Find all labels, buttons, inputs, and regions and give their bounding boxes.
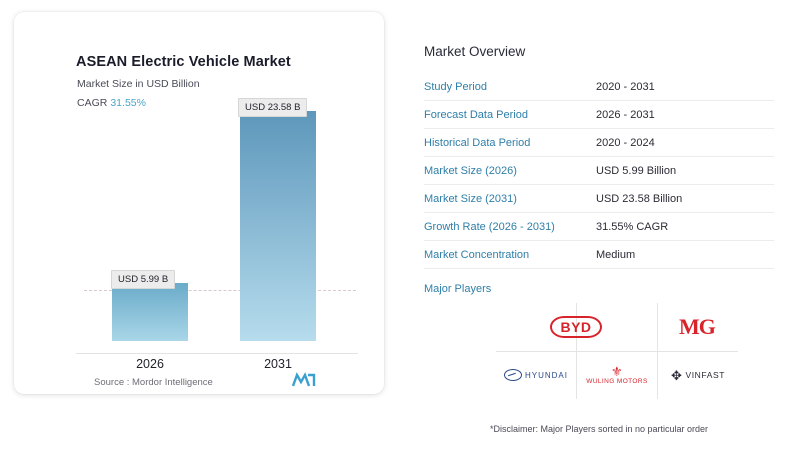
wuling-logo-icon: ⚜ WULING MOTORS [586,363,648,385]
major-players-grid [496,303,738,399]
chart-subtitle: Market Size in USD Billion [77,78,200,90]
row-label: Study Period [424,80,487,93]
row-value: USD 23.58 Billion [596,192,683,205]
players-disclaimer: *Disclaimer: Major Players sorted in no particular order [489,424,709,434]
row-value: USD 5.99 Billion [596,164,677,177]
chart-title: ASEAN Electric Vehicle Market [76,54,291,70]
row-label: Market Size (2031) [424,192,517,205]
hyundai-label: HYUNDAI [524,370,568,380]
x-tick-2031: 2031 [264,357,292,371]
player-mg [657,303,737,351]
bar-2031 [240,111,316,341]
player-vinfast [658,351,738,399]
cagr-label: CAGR [77,97,108,109]
bar-label-2031: USD 23.58 B [238,98,307,117]
row-label: Market Size (2026) [424,164,517,177]
mordor-logo-icon [292,372,316,388]
overview-row-study-period [424,73,774,101]
overview-row-growth-rate [424,213,774,241]
vinfast-label: VINFAST [685,370,726,380]
overview-row-forecast-data-period [424,101,774,129]
bar-2026 [112,283,188,341]
row-label: Growth Rate (2026 - 2031) [424,220,555,233]
cagr-value: 31.55% [110,97,146,109]
player-byd [536,303,616,351]
vinfast-logo-icon: ✥ VINFAST [670,367,726,383]
bar-label-2026: USD 5.99 B [111,270,175,289]
row-value: 2020 - 2024 [596,136,655,149]
overview-row-market-size-2026 [424,157,774,185]
chart-source: Source : Mordor Intelligence [94,377,213,388]
major-players-label: Major Players [424,283,492,295]
row-label: Historical Data Period [424,136,531,149]
byd-logo-icon: BYD [550,316,601,338]
overview-title: Market Overview [424,44,526,59]
overview-row-historical-data-period [424,129,774,157]
hyundai-logo-icon [504,369,568,381]
row-label: Forecast Data Period [424,108,528,121]
mg-logo-icon: MG [679,314,715,339]
wuling-label: WULING MOTORS [586,377,648,385]
chart-card [14,12,384,394]
row-label: Market Concentration [424,248,530,261]
row-value: 2026 - 2031 [596,108,655,121]
row-value: Medium [596,248,636,261]
x-tick-2026: 2026 [136,357,164,371]
row-value: 2020 - 2031 [596,80,655,93]
player-wuling [577,351,657,399]
overview-row-market-size-2031 [424,185,774,213]
row-value: 31.55% CAGR [596,220,669,233]
overview-row-market-concentration [424,241,774,269]
player-hyundai [496,351,576,399]
market-overview-panel [424,44,774,399]
x-axis-line [76,353,358,354]
